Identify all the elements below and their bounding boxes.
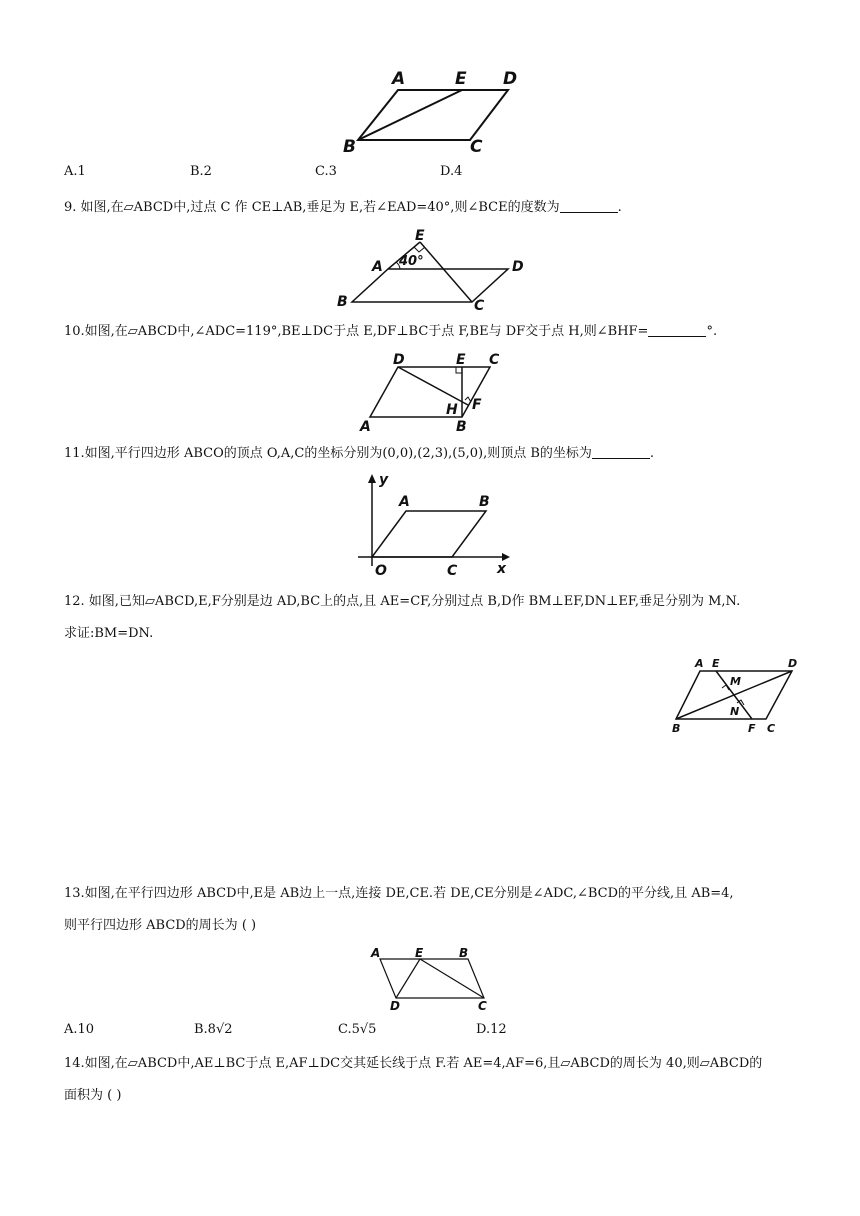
q11-label-a: A	[399, 494, 410, 510]
q12-line1: 12. 如图,已知▱ABCD,E,F分别是边 AD,BC上的点,且 AE=CF,分别过点 B,D作 BM⊥EF,DN⊥EF,垂足分别为 M,N.	[64, 594, 741, 609]
q10-label-h: H	[446, 402, 458, 418]
q9-label-d: D	[512, 259, 524, 275]
q14-line1: 14.如图,在▱ABCD中,AE⊥BC于点 E,AF⊥DC交其延长线于点 F.若 AE=4,AF=6,且▱ABCD的周长为 40,则▱ABCD的	[64, 1056, 763, 1071]
q11-label-x: x	[497, 561, 507, 577]
q13-option-d[interactable]: D.12	[476, 1022, 507, 1037]
q12-label-c: C	[767, 722, 776, 735]
q11-label-b: B	[479, 494, 490, 510]
q8-label-a: A	[392, 69, 406, 89]
q10-label-b: B	[456, 419, 467, 435]
q11-label-o: O	[375, 563, 387, 579]
q12-label-e: E	[712, 657, 720, 670]
q13-option-a[interactable]: A.10	[64, 1022, 95, 1037]
q9-label-e: E	[415, 228, 425, 244]
q8-label-c: C	[470, 137, 483, 157]
q13-label-b: B	[459, 946, 469, 960]
q11-end: .	[649, 446, 655, 461]
q8-option-a[interactable]: A.1	[64, 164, 86, 179]
q12-label-d: D	[788, 657, 798, 670]
q8-label-d: D	[503, 69, 518, 89]
q9-label-b: B	[337, 294, 348, 310]
q12-label-a: A	[695, 657, 704, 670]
q13-line1: 13.如图,在平行四边形 ABCD中,E是 AB边上一点,连接 DE,CE.若 DE,CE分别是∠ADC,∠BCD的平分线,且 AB=4,	[64, 886, 734, 901]
q14-line2: 面积为 ( )	[64, 1088, 122, 1103]
q9-end: .	[617, 200, 622, 215]
q13-option-c[interactable]: C.5√5	[338, 1022, 377, 1037]
q13-label-c: C	[478, 999, 487, 1013]
q12-line2: 求证:BM=DN.	[64, 626, 154, 641]
q8-option-c[interactable]: C.3	[315, 164, 337, 179]
q9-label-a: A	[372, 259, 383, 275]
q8-option-d[interactable]: D.4	[440, 164, 463, 179]
q13-label-d: D	[390, 999, 400, 1013]
q12-label-n: N	[730, 705, 740, 718]
q10-label-c: C	[489, 352, 500, 368]
q11-text: 11.如图,平行四边形 ABCO的顶点 O,A,C的坐标分别为(0,0),(2,3),(5,0),则顶点 B的坐标为	[64, 446, 592, 461]
q10-label-d: D	[393, 352, 405, 368]
q12-label-b: B	[672, 722, 681, 735]
q9-label-c: C	[474, 298, 485, 314]
q10-label-e: E	[456, 352, 466, 368]
q11-label-c: C	[447, 563, 458, 579]
q10-text: 10.如图,在▱ABCD中,∠ADC=119°,BE⊥DC于点 E,DF⊥BC于点 F,BE与 DF交于点 H,则∠BHF=	[64, 324, 649, 339]
q12-label-f: F	[748, 722, 756, 735]
q10-end: °.	[706, 324, 718, 339]
q13-option-b[interactable]: B.8√2	[194, 1022, 233, 1037]
q13-label-a: A	[371, 946, 381, 960]
q8-option-b[interactable]: B.2	[190, 164, 212, 179]
q13-line2: 则平行四边形 ABCD的周长为 ( )	[64, 918, 257, 933]
q11-label-y: y	[379, 472, 389, 488]
q10-label-a: A	[360, 419, 371, 435]
q13-label-e: E	[415, 946, 424, 960]
q9-label-angle: 40°	[399, 254, 424, 269]
q8-label-e: E	[455, 69, 467, 89]
q10-label-f: F	[472, 397, 482, 413]
q8-label-b: B	[343, 137, 356, 157]
q9-text: 9. 如图,在▱ABCD中,过点 C 作 CE⊥AB,垂足为 E,若∠EAD=40°,则∠BCE的度数为	[64, 200, 560, 215]
q12-label-m: M	[730, 675, 741, 688]
